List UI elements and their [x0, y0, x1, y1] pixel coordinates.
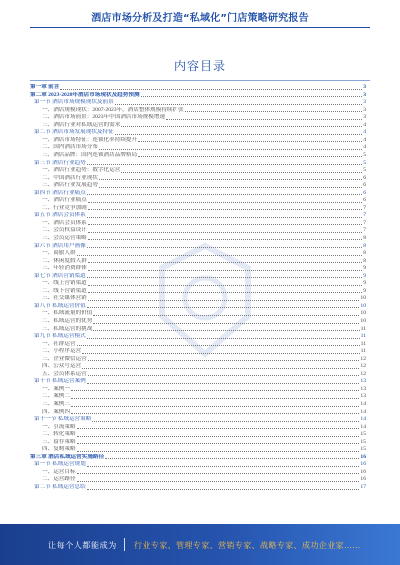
toc-heading-divider	[30, 80, 370, 81]
toc-entry-page: 3	[363, 114, 366, 121]
toc-entry-page: 5	[363, 167, 366, 174]
toc-entry-page: 7	[363, 227, 366, 234]
toc-leader-dots	[71, 406, 359, 407]
toc-entry-title: 三、酒店行业发展趋势	[42, 182, 98, 189]
footer-slogan: 让每个人都能成为	[48, 541, 117, 550]
toc-entry[interactable]	[30, 431, 366, 439]
toc-entry-title: 一、酒店行业痛点	[42, 197, 87, 204]
toc-entry-page: 14	[360, 408, 366, 415]
toc-entry-title: 一、案例一	[42, 385, 70, 392]
toc-entry-title: 四、复购策略	[42, 446, 76, 453]
toc-entry-page: 10	[360, 318, 366, 324]
toc-entry-page: 3	[363, 84, 366, 91]
toc-entry[interactable]	[30, 378, 366, 386]
toc-entry-page: 16	[360, 453, 366, 460]
toc-entry[interactable]	[30, 273, 366, 281]
toc-entry-page: 16	[360, 461, 366, 468]
toc-entry-title: 一、酒店市场特征：连锁化率持续提升	[42, 136, 138, 143]
toc-entry[interactable]	[30, 348, 366, 356]
toc-leader-dots	[71, 390, 359, 391]
toc-leader-dots	[77, 255, 363, 256]
toc-leader-dots	[88, 262, 362, 263]
toc-entry-page: 12	[360, 370, 366, 377]
toc-entry-page: 6	[363, 189, 366, 196]
toc-entry-title: 一、引流策略	[42, 423, 76, 430]
toc-entry-page: 5	[363, 151, 366, 158]
toc-entry[interactable]	[30, 386, 366, 394]
toc-entry-page: 10	[360, 295, 366, 302]
toc-leader-dots	[87, 466, 360, 467]
toc-leader-dots	[88, 224, 362, 225]
toc-entry-title: 一、线上营销渠道	[42, 280, 87, 287]
toc-entry-title: 第一节 私域运营规划	[34, 461, 86, 468]
toc-leader-dots	[88, 202, 362, 203]
toc-leader-dots	[77, 481, 360, 482]
toc-heading: 内容目录	[173, 59, 226, 73]
toc-leader-dots	[141, 96, 363, 97]
toc-leader-dots	[71, 398, 359, 399]
toc-entry-title: 第十一节 私域运营策略	[34, 416, 92, 423]
toc-entry[interactable]	[30, 159, 366, 167]
footer-divider	[124, 538, 125, 551]
toc-leader-dots	[88, 360, 360, 361]
toc-leader-dots	[99, 187, 362, 188]
toc-entry-title: 二、中国酒店行业现状	[42, 174, 98, 181]
toc-entry-title: 二、小程序运营	[42, 348, 82, 355]
toc-entry-title: 第三节 酒店行业趋势	[34, 159, 86, 166]
toc-entry-title: 第五节 酒店会员体系	[34, 212, 86, 219]
toc-entry[interactable]	[30, 318, 366, 326]
toc-entry[interactable]	[30, 84, 366, 92]
toc-entry-title: 三、酒店行业对私域运营的需求	[42, 121, 121, 128]
toc-leader-dots	[185, 111, 362, 112]
toc-entry[interactable]	[30, 341, 366, 349]
toc-entry-page: 6	[363, 182, 366, 189]
toc-entry-page: 8	[363, 234, 366, 241]
toc-entry[interactable]	[30, 310, 366, 318]
report-title: 酒店市场分析及打造“私域化”门店策略研究报告	[91, 13, 309, 24]
toc-leader-dots	[166, 119, 362, 120]
toc-entry-title: 第八节 私域运营价值	[34, 302, 86, 309]
toc-entry-page: 14	[360, 401, 366, 408]
toc-entry-title: 二、私域运营的优势	[42, 318, 93, 324]
toc-entry[interactable]	[30, 326, 366, 334]
toc-entry[interactable]	[30, 439, 366, 447]
toc-leader-dots	[87, 489, 360, 490]
toc-leader-dots	[87, 217, 362, 218]
toc-entry-page: 11	[360, 325, 366, 332]
toc-entry[interactable]	[30, 363, 366, 371]
toc-entry-page: 7	[363, 212, 366, 219]
toc-entry-title: 二、案例二	[42, 393, 70, 400]
toc-entry-page: 5	[363, 159, 366, 166]
toc-list	[30, 84, 366, 492]
toc-entry-page: 8	[363, 242, 366, 249]
toc-entry[interactable]	[30, 137, 366, 145]
toc-entry-page: 15	[360, 438, 366, 445]
toc-leader-dots	[71, 413, 359, 414]
toc-entry-page: 9	[363, 280, 366, 287]
toc-entry[interactable]	[30, 144, 366, 152]
footer-tagline: 行业专家、管理专家、营销专家、战略专家、成功企业家……	[134, 541, 361, 550]
toc-leader-dots	[88, 300, 360, 301]
toc-entry-title: 第二节 私域运营总结	[34, 484, 86, 491]
toc-entry-page: 7	[363, 204, 366, 211]
toc-entry[interactable]	[30, 446, 366, 454]
toc-entry-title: 第九节 私域运营模式	[34, 333, 86, 340]
toc-entry-page: 4	[363, 121, 366, 128]
toc-leader-dots	[121, 126, 362, 127]
toc-leader-dots	[77, 428, 360, 429]
toc-entry[interactable]	[30, 333, 366, 341]
toc-leader-dots	[115, 134, 362, 135]
toc-entry-title: 第一章 前言	[30, 84, 60, 91]
toc-entry-title: 三、会员运营策略	[42, 234, 87, 241]
toc-entry-page: 14	[360, 423, 366, 430]
toc-entry[interactable]	[30, 288, 366, 296]
toc-entry-title: 二、国内酒店市场分布	[42, 144, 98, 151]
toc-entry-title: 三、企业微信运营	[42, 355, 87, 362]
toc-leader-dots	[121, 172, 362, 173]
toc-entry[interactable]	[30, 461, 366, 469]
toc-leader-dots	[60, 89, 362, 90]
toc-entry[interactable]	[30, 167, 366, 175]
toc-entry-title: 二、行业竞争加剧	[42, 204, 87, 211]
toc-entry-page: 15	[360, 431, 366, 438]
toc-leader-dots	[82, 353, 359, 354]
toc-entry-title: 四、公众号运营	[42, 363, 82, 370]
toc-entry-page: 11	[360, 340, 366, 347]
toc-leader-dots	[87, 338, 360, 339]
toc-entry-page: 13	[360, 385, 366, 392]
toc-entry-title: 第七节 酒店营销渠道	[34, 272, 86, 279]
toc-entry-title: 一、酒店行业趋势：数字化运营	[42, 167, 121, 174]
toc-leader-dots	[77, 451, 360, 452]
toc-entry[interactable]	[30, 476, 366, 484]
toc-entry-title: 三、私域运营的挑战	[42, 325, 93, 332]
toc-entry[interactable]	[30, 122, 366, 130]
toc-entry[interactable]	[30, 393, 366, 401]
toc-entry[interactable]	[30, 182, 366, 190]
toc-leader-dots	[138, 156, 362, 157]
toc-leader-dots	[93, 315, 359, 316]
toc-entry-page: 14	[360, 416, 366, 423]
toc-entry-title: 第四节 酒店行业痛点	[34, 189, 86, 196]
toc-entry-title: 二、休闲度假人群	[42, 257, 87, 264]
toc-entry-page: 3	[363, 99, 366, 106]
toc-entry-page: 12	[360, 355, 366, 362]
toc-leader-dots	[87, 247, 362, 248]
toc-entry-title: 三、案例三	[42, 401, 70, 408]
toc-leader-dots	[88, 292, 362, 293]
toc-leader-dots	[77, 345, 360, 346]
toc-entry[interactable]	[30, 190, 366, 198]
toc-entry[interactable]	[30, 250, 366, 258]
toc-leader-dots	[115, 104, 362, 105]
toc-entry[interactable]	[30, 129, 366, 137]
toc-leader-dots	[99, 149, 362, 150]
toc-leader-dots	[87, 194, 362, 195]
toc-leader-dots	[105, 458, 359, 459]
toc-entry-title: 二、会员权益设计	[42, 227, 87, 234]
toc-leader-dots	[87, 383, 360, 384]
toc-entry-title: 三、社交媒体营销	[42, 295, 87, 302]
toc-entry-title: 一、运营目标	[42, 468, 76, 475]
toc-leader-dots	[77, 443, 360, 444]
toc-entry-page: 4	[363, 144, 366, 151]
toc-entry-title: 一、酒店会员体系	[42, 219, 87, 226]
toc-entry-page: 15	[360, 446, 366, 453]
toc-entry[interactable]	[30, 484, 366, 492]
toc-entry-page: 4	[363, 129, 366, 136]
toc-entry[interactable]	[30, 416, 366, 424]
toc-entry-page: 10	[360, 310, 366, 317]
toc-leader-dots	[93, 330, 359, 331]
toc-entry[interactable]	[30, 197, 366, 205]
toc-entry[interactable]	[30, 409, 366, 417]
toc-entry[interactable]	[30, 220, 366, 228]
toc-leader-dots	[93, 323, 359, 324]
toc-entry-title: 第二章 2023-2028年酒店市场现状及趋势预测	[30, 91, 140, 98]
toc-entry-title: 三、年轻消费群体	[42, 265, 87, 272]
toc-entry-title: 第六节 酒店用户画像	[34, 242, 86, 249]
toc-leader-dots	[88, 375, 360, 376]
toc-entry[interactable]	[30, 235, 366, 243]
toc-entry-title: 二、线下营销渠道	[42, 287, 87, 294]
toc-entry-page: 11	[360, 333, 366, 340]
toc-entry-title: 五、会员体系运营	[42, 370, 87, 377]
toc-leader-dots	[88, 270, 362, 271]
toc-entry-page: 3	[363, 91, 366, 98]
toc-leader-dots	[138, 141, 362, 142]
toc-entry[interactable]	[30, 401, 366, 409]
toc-entry[interactable]	[30, 99, 366, 107]
toc-entry[interactable]	[30, 92, 366, 100]
toc-entry-title: 一、私域流量的价值	[42, 310, 93, 317]
toc-entry[interactable]	[30, 107, 366, 115]
toc-entry-page: 7	[363, 219, 366, 226]
toc-entry-page: 6	[363, 197, 366, 204]
toc-entry-page: 10	[360, 302, 366, 309]
toc-leader-dots	[99, 179, 362, 180]
toc-leader-dots	[82, 368, 359, 369]
toc-entry-title: 二、运营路径	[42, 476, 76, 483]
toc-entry-title: 四、案例四	[42, 408, 70, 415]
toc-entry[interactable]	[30, 114, 366, 122]
toc-entry-page: 8	[363, 250, 366, 257]
toc-entry-page: 17	[360, 484, 366, 491]
toc-entry[interactable]	[30, 265, 366, 273]
toc-entry[interactable]	[30, 454, 366, 462]
toc-entry[interactable]	[30, 205, 366, 213]
toc-entry[interactable]	[30, 280, 366, 288]
toc-entry-page: 9	[363, 265, 366, 272]
toc-entry-page: 8	[363, 257, 366, 264]
toc-leader-dots	[87, 164, 362, 165]
toc-entry-page: 11	[360, 348, 366, 355]
toc-leader-dots	[77, 473, 360, 474]
toc-leader-dots	[88, 232, 362, 233]
toc-entry-page: 16	[360, 468, 366, 475]
toc-entry[interactable]	[30, 371, 366, 379]
toc-entry-page: 3	[363, 106, 366, 113]
toc-entry[interactable]	[30, 295, 366, 303]
toc-entry-title: 第二节 酒店市场发展现状及特征	[34, 129, 114, 136]
toc-entry-page: 9	[363, 287, 366, 294]
toc-leader-dots	[77, 436, 360, 437]
toc-leader-dots	[88, 209, 362, 210]
toc-entry-page: 13	[360, 378, 366, 385]
toc-entry[interactable]	[30, 258, 366, 266]
toc-leader-dots	[87, 307, 360, 308]
footer-banner	[0, 524, 400, 565]
toc-entry[interactable]	[30, 469, 366, 477]
toc-entry-title: 第一节 酒店市场规模现状及前景	[34, 99, 114, 106]
toc-entry-title: 二、转化策略	[42, 431, 76, 438]
toc-entry[interactable]	[30, 227, 366, 235]
toc-leader-dots	[88, 285, 362, 286]
toc-entry[interactable]	[30, 152, 366, 160]
toc-entry-page: 13	[360, 393, 366, 400]
toc-entry-title: 第十节 私域运营案例	[34, 378, 86, 385]
toc-entry-page: 16	[360, 476, 366, 483]
toc-entry-title: 三、酒店品牌：国内连锁酒店品牌格局	[42, 151, 138, 158]
toc-entry-title: 二、酒店市场前景：2023年中国酒店市场规模增速	[42, 114, 166, 121]
toc-entry-page: 4	[363, 136, 366, 143]
toc-entry[interactable]	[30, 242, 366, 250]
toc-entry[interactable]	[30, 356, 366, 364]
toc-entry[interactable]	[30, 212, 366, 220]
toc-entry[interactable]	[30, 424, 366, 432]
toc-leader-dots	[87, 277, 362, 278]
toc-entry-title: 一、社群运营	[42, 340, 76, 347]
toc-entry[interactable]	[30, 303, 366, 311]
toc-entry-title: 一、酒店规模现状：2007-2023年，酒店整体规模持续扩张	[42, 106, 184, 113]
toc-leader-dots	[92, 421, 359, 422]
title-divider	[30, 27, 370, 28]
toc-entry-title: 三、留存策略	[42, 438, 76, 445]
toc-entry-title: 第三章 酒店私域运营实施路径	[30, 453, 105, 460]
toc-entry-page: 6	[363, 174, 366, 181]
toc-leader-dots	[88, 239, 362, 240]
toc-entry-page: 12	[360, 363, 366, 370]
toc-entry[interactable]	[30, 175, 366, 183]
toc-entry-title: 一、商旅人群	[42, 250, 76, 257]
toc-entry-page: 9	[363, 272, 366, 279]
